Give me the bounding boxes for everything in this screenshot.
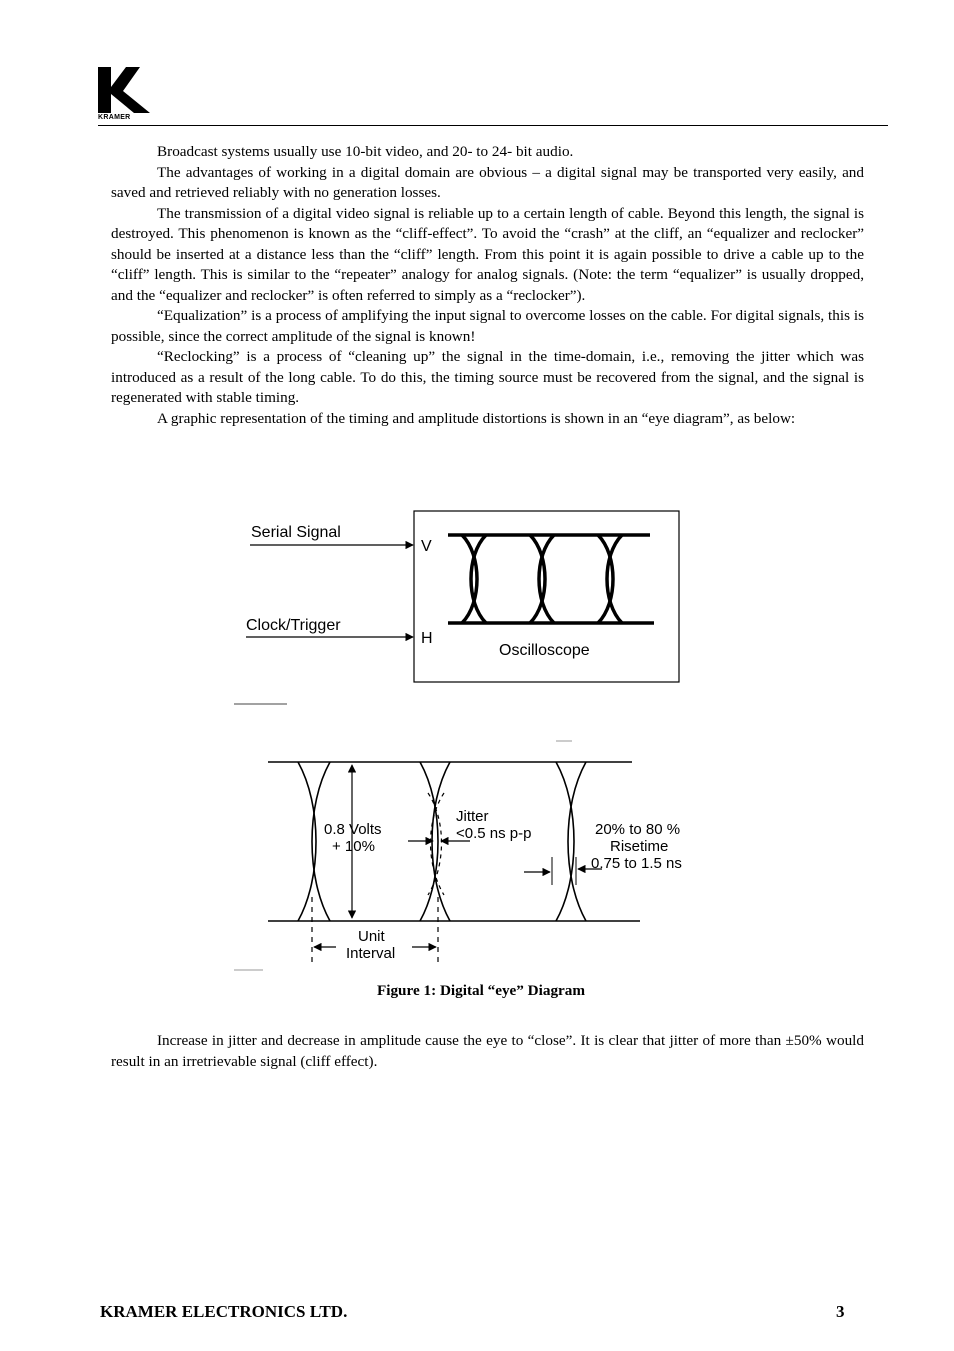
volts-label-1: 0.8 Volts [324, 821, 382, 838]
risetime-label-1: 20% to 80 % [595, 821, 681, 838]
h-label: H [421, 630, 433, 647]
closing-paragraph: Increase in jitter and decrease in amplitude cause the eye to “close”. It is clear that jitter of more than ±50% would result in an irretrievable signal (cliff effect). [111, 1032, 864, 1070]
oscilloscope-label: Oscilloscope [499, 642, 590, 659]
figure-caption: Figure 1: Digital “eye” Diagram [376, 982, 586, 999]
unit-label-1: Unit [358, 928, 385, 945]
jitter-label-2: <0.5 ns p-p [456, 825, 532, 842]
body-text [111, 142, 864, 429]
risetime-label-2: Risetime [610, 838, 669, 855]
v-label: V [421, 538, 432, 555]
paragraph-1: Broadcast systems usually use 10-bit video, and 20- to 24- bit audio. [157, 143, 574, 160]
jitter-label-1: Jitter [456, 808, 489, 825]
eye-diagram-figure [230, 485, 710, 980]
serial-signal-label: Serial Signal [251, 524, 341, 541]
closing-text [111, 1031, 864, 1072]
paragraph-2: The advantages of working in a digital domain are obvious – a digital signal may be transported very easily, and saved and retrieved reliably with no generation losses. [111, 163, 864, 201]
paragraph-3: The transmission of a digital video signal is reliable up to a certain length of cable. Beyond this length, the signal is destroyed. This phenomenon is known as the “cliff-effect”. To avoid the “crash” at the cliff, an “equalizer and reclocker” should be inserted at a distance less than the “cliff” length. From this point it is again possible to drive a cable up to the “cliff” length. This is similar to the “repeater” analogy for analog signals. (Note: the term “equalizer” is usually dropped, and the “equalizer and reclocker” is often referred to simply as a “reclocker”). [111, 204, 864, 304]
paragraph-4: “Equalization” is a process of amplifying the input signal to overcome losses on the cable. For digital signals, this is possible, since the correct amplitude of the signal is known! [111, 307, 864, 345]
header-rule [98, 125, 888, 126]
paragraph-6: A graphic representation of the timing and amplitude distortions is shown in an “eye diagram”, as below: [157, 409, 796, 427]
risetime-label-3: 0.75 to 1.5 ns [591, 855, 682, 872]
footer-company: KRAMER ELECTRONICS LTD. [100, 1302, 348, 1321]
paragraph-5: “Reclocking” is a process of “cleaning up” the signal in the time-domain, i.e., removing the jitter which was introduced as a result of the long cable. To do this, the timing source must be recovered from the signal, and the signal is regenerated with stable timing. [111, 348, 864, 406]
clock-trigger-label: Clock/Trigger [246, 617, 341, 634]
volts-label-2: + 10% [332, 838, 375, 855]
footer-page-number: 3 [836, 1302, 845, 1321]
scope-eye-pattern [448, 535, 654, 623]
logo-text: KRAMER [98, 114, 131, 121]
unit-label-2: Interval [346, 945, 396, 962]
